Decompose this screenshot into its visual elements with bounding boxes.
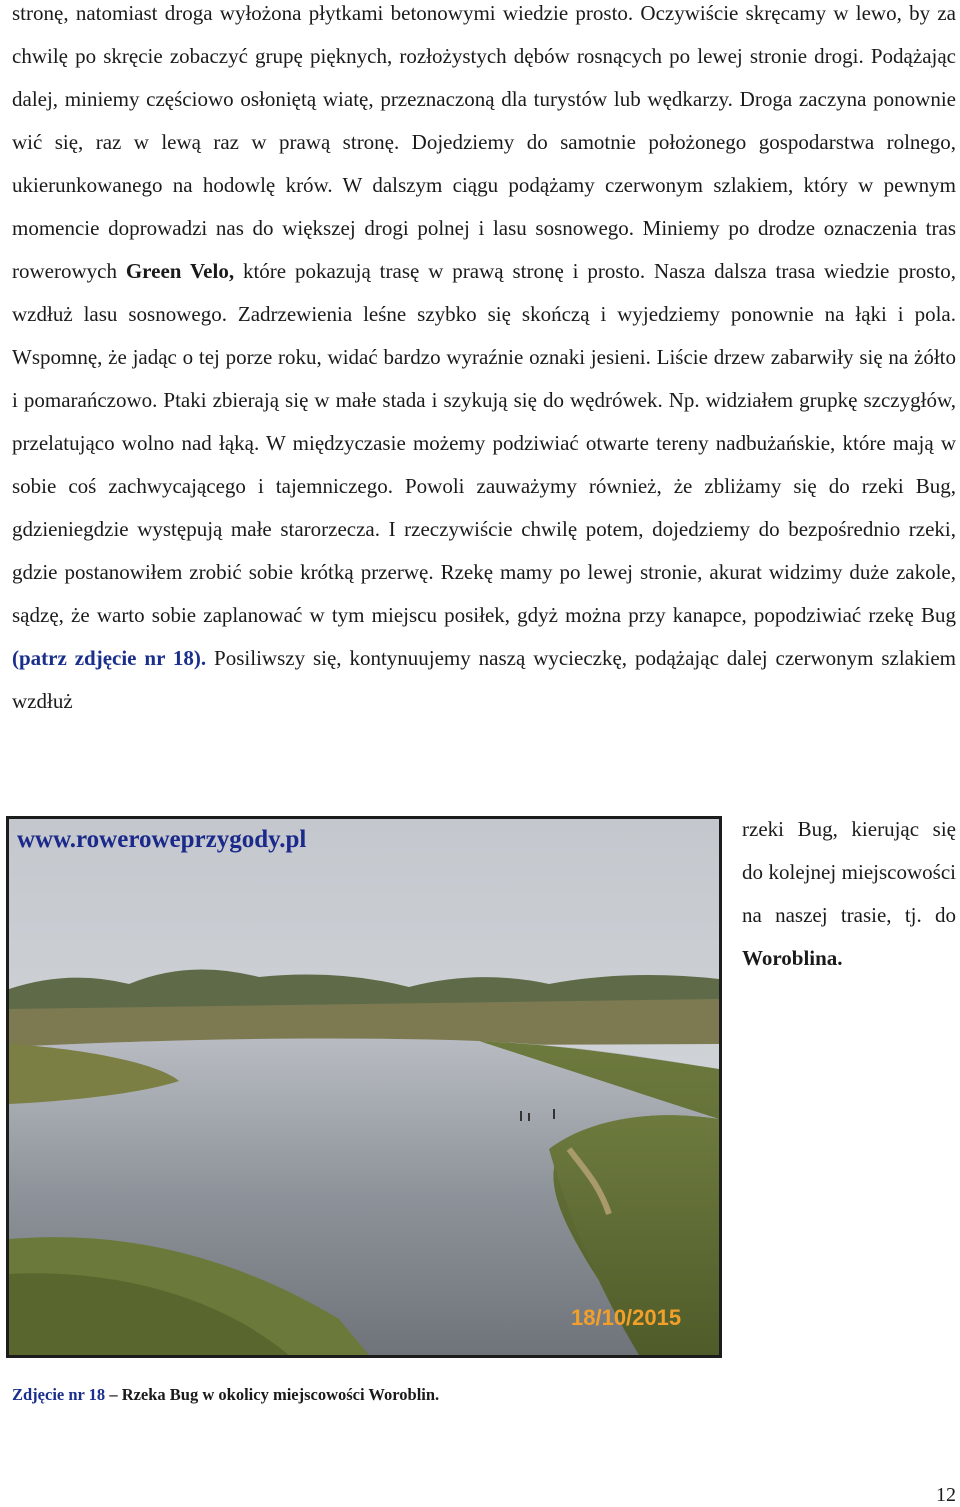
place-name: Woroblina.	[742, 946, 843, 970]
body-part-2: które pokazują trasę w prawą stronę i prosto. Nasza dalsza trasa wiedzie prosto, wzdłuż lasu sosnowego. Zadrzewienia leśne szybko się skończą i wyjedziemy ponownie na łąki i pola. Wspomnę, że jadąc o tej porze roku, widać bardzo wyraźnie oznaki jesieni. Liście drzew zabarwiły się na żółto i pomarańczowo. Ptaki zbierają się w małe stada i szykują się do wędrówek. Np. widziałem grupkę szczygłów, przelatująco wolno nad łąką. W międzyczasie możemy podziwiać otwarte tereny nadbużańskie, które mają w sobie coś zachwycającego i tajemniczego. Powoli zauważymy również, że zbliżamy się do rzeki Bug, gdzieniegdzie występują małe starorzecza. I rzeczywiście chwilę potem, dojedziemy do bezpośrednio rzeki, gdzie postanowiłem zrobić sobie krótką przerwę. Rzekę mamy po lewej stronie, akurat widzimy duże zakole, sądzę, że warto sobie zaplanować w tym miejscu posiłek, gdyż można przy kanapce, popodziwiać rzekę Bug	[12, 259, 956, 627]
river-bug-image	[9, 819, 719, 1355]
side-text	[742, 808, 956, 980]
main-text	[12, 0, 956, 723]
body-part-1: stronę, natomiast droga wyłożona płytkami betonowymi wiedzie prosto. Oczywiście skręcamy w lewo, by za chwilę po skręcie zobaczyć grupę pięknych, rozłożystych dębów rosnących po lewej stronie drogi. Podążając dalej, miniemy częściowo osłoniętą wiatę, przeznaczoną dla turystów lub wędkarzy. Droga zaczyna ponownie wić się, raz w lewą raz w prawą stronę. Dojedziemy do samotnie położonego gospodarstwa rolnego, ukierunkowanego na hodowlę krów. W dalszym ciągu podążamy czerwonym szlakiem, który w pewnym momencie doprowadzi nas do większej drogi polnej i lasu sosnowego. Miniemy po drodze oznaczenia tras rowerowych	[12, 1, 956, 283]
river-photo	[6, 816, 722, 1358]
photo-caption	[12, 1385, 439, 1405]
side-text-body: rzeki Bug, kierując się do kolejnej miejscowości na naszej trasie, tj. do	[742, 817, 956, 927]
body-part-3: Posiliwszy się, kontynuujemy naszą wycieczkę, podążając dalej czerwonym szlakiem wzdłuż	[12, 646, 956, 713]
caption-text: – Rzeka Bug w okolicy miejscowości Woroblin.	[105, 1385, 440, 1404]
green-velo-label: Green Velo,	[125, 259, 235, 283]
side-paragraph	[742, 808, 956, 980]
photo-date-stamp: 18/10/2015	[571, 1305, 682, 1330]
body-paragraph	[12, 0, 956, 723]
caption-label: Zdjęcie nr 18	[12, 1385, 106, 1404]
photo-watermark: www.rowerowеprzygody.pl	[17, 826, 307, 853]
photo-reference: (patrz zdjęcie nr 18).	[12, 646, 207, 670]
page-number: 12	[936, 1484, 956, 1506]
